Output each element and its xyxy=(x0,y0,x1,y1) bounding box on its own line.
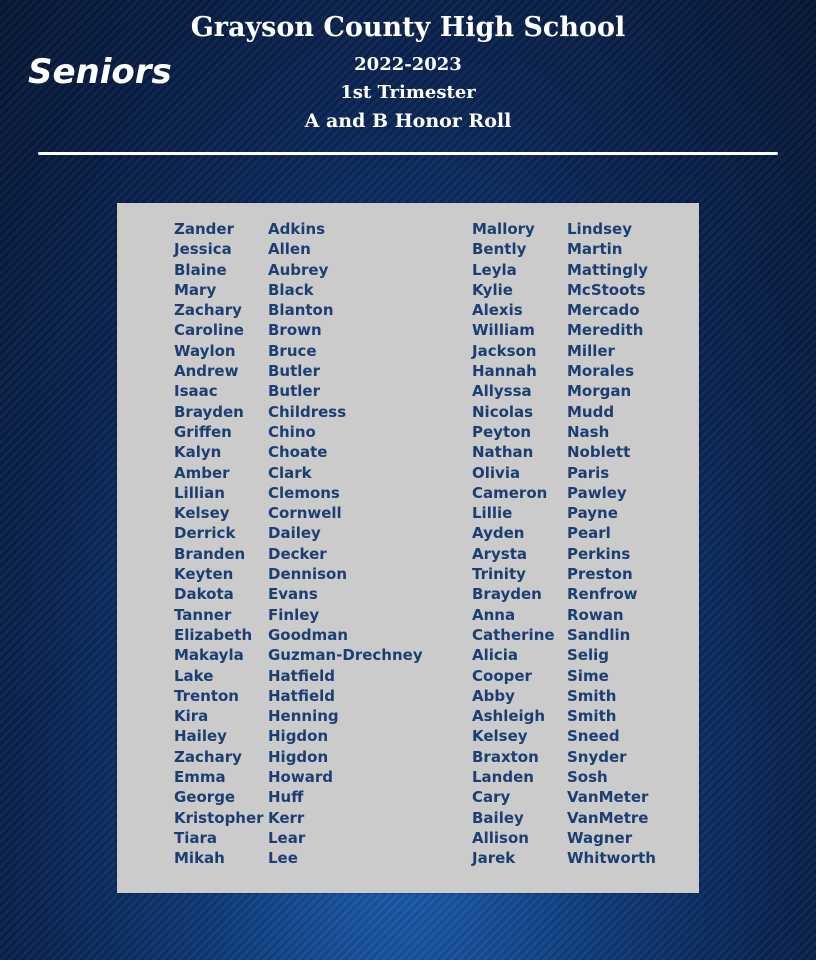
first-name: Isaac xyxy=(174,382,218,401)
first-name: Kira xyxy=(174,707,209,726)
first-name: Jarek xyxy=(472,849,516,868)
last-name: Renfrow xyxy=(567,585,638,604)
first-name: Blaine xyxy=(174,260,227,279)
last-name: VanMetre xyxy=(567,808,649,827)
first-name: Olivia xyxy=(472,463,521,482)
first-name: Landen xyxy=(472,768,534,787)
first-name: Caroline xyxy=(174,321,244,340)
first-name: Mary xyxy=(174,280,217,299)
first-name: Branden xyxy=(174,544,246,563)
first-name: Makayla xyxy=(174,646,244,665)
last-name-column xyxy=(567,219,656,869)
first-name: Derrick xyxy=(174,524,236,543)
first-name: Jessica xyxy=(174,240,232,259)
last-name: Lear xyxy=(268,828,306,847)
first-name: Brayden xyxy=(174,402,244,421)
last-name: Miller xyxy=(567,341,615,360)
last-name: Childress xyxy=(268,402,347,421)
last-name: Selig xyxy=(567,646,609,665)
first-name: Waylon xyxy=(174,341,236,360)
term-label: 1st Trimester xyxy=(340,82,476,103)
class-label: Seniors xyxy=(28,52,172,92)
last-name: Huff xyxy=(268,788,304,807)
first-name: Catherine xyxy=(472,625,555,644)
last-name: Blanton xyxy=(268,301,334,320)
first-name: Trinity xyxy=(472,565,526,584)
first-name: Mikah xyxy=(174,849,225,868)
first-name-column xyxy=(174,219,264,869)
first-name: Allison xyxy=(472,828,529,847)
first-name: Ashleigh xyxy=(472,707,546,726)
last-name: Smith xyxy=(567,686,617,705)
first-name: Arysta xyxy=(472,544,528,563)
first-name-column xyxy=(472,219,555,869)
divider xyxy=(38,152,778,155)
last-name: Sandlin xyxy=(567,625,631,644)
first-name: Zachary xyxy=(174,301,242,320)
last-name: Martin xyxy=(567,240,623,259)
first-name: Kylie xyxy=(472,280,513,299)
last-name: Kerr xyxy=(268,808,305,827)
last-name: Choate xyxy=(268,443,328,462)
last-name: Henning xyxy=(268,707,339,726)
first-name: Allyssa xyxy=(472,382,532,401)
first-name: Kelsey xyxy=(472,727,528,746)
honor-roll-list xyxy=(117,203,699,893)
first-name: Keyten xyxy=(174,565,234,584)
first-name: Hailey xyxy=(174,727,227,746)
first-name: Abby xyxy=(472,686,515,705)
first-name: Dakota xyxy=(174,585,234,604)
last-name-column xyxy=(268,219,423,869)
first-name: Trenton xyxy=(174,686,239,705)
last-name: Mattingly xyxy=(567,260,648,279)
first-name: Amber xyxy=(174,463,230,482)
last-name: Pearl xyxy=(567,524,611,543)
last-name: Hatfield xyxy=(268,666,336,685)
first-name: Leyla xyxy=(472,260,517,279)
last-name: Howard xyxy=(268,768,333,787)
last-name: McStoots xyxy=(567,280,646,299)
last-name: Payne xyxy=(567,504,618,523)
first-name: Zachary xyxy=(174,747,242,766)
last-name: Sneed xyxy=(567,727,620,746)
first-name: Hannah xyxy=(472,362,537,381)
school-title: Grayson County High School xyxy=(190,12,626,43)
first-name: Elizabeth xyxy=(174,625,253,644)
last-name: Meredith xyxy=(567,321,644,340)
first-name: Brayden xyxy=(472,585,542,604)
first-name: Alicia xyxy=(472,646,519,665)
first-name: Cooper xyxy=(472,666,532,685)
last-name: Higdon xyxy=(268,747,329,766)
first-name: Peyton xyxy=(472,422,532,441)
last-name: Paris xyxy=(567,463,610,482)
last-name: Black xyxy=(268,280,314,299)
first-name: Tiara xyxy=(174,828,218,847)
first-name: Cameron xyxy=(472,483,548,502)
last-name: Morales xyxy=(567,362,634,381)
first-name: Kalyn xyxy=(174,443,222,462)
header xyxy=(0,0,816,160)
last-name: Dennison xyxy=(268,565,348,584)
first-name: George xyxy=(174,788,236,807)
first-name: Tanner xyxy=(174,605,232,624)
last-name: Perkins xyxy=(567,544,631,563)
last-name: Pawley xyxy=(567,483,627,502)
honor-roll-label: A and B Honor Roll xyxy=(304,110,512,132)
last-name: Dailey xyxy=(268,524,321,543)
last-name: Clark xyxy=(268,463,312,482)
last-name: Aubrey xyxy=(268,260,329,279)
first-name: Anna xyxy=(472,605,516,624)
first-name: Griffen xyxy=(174,422,232,441)
last-name: Lindsey xyxy=(567,220,632,238)
last-name: Noblett xyxy=(567,443,631,462)
last-name: Sosh xyxy=(567,768,608,787)
last-name: Evans xyxy=(268,585,318,604)
first-name: Alexis xyxy=(472,301,523,320)
first-name: Jackson xyxy=(472,341,537,360)
last-name: Wagner xyxy=(567,828,633,847)
school-year: 2022-2023 xyxy=(354,54,462,75)
last-name: VanMeter xyxy=(567,788,649,807)
first-name: Bently xyxy=(472,240,527,259)
last-name: Nash xyxy=(567,422,610,441)
last-name: Whitworth xyxy=(567,849,656,868)
first-name: Zander xyxy=(174,220,234,238)
first-name: Lillie xyxy=(472,504,513,523)
last-name: Adkins xyxy=(268,220,326,238)
last-name: Finley xyxy=(268,605,320,624)
last-name: Smith xyxy=(567,707,617,726)
last-name: Hatfield xyxy=(268,686,336,705)
first-name: Lake xyxy=(174,666,214,685)
first-name: Lillian xyxy=(174,483,225,502)
last-name: Guzman-Drechney xyxy=(268,646,423,665)
last-name: Sime xyxy=(567,666,609,685)
last-name: Brown xyxy=(268,321,322,340)
first-name: Kristopher xyxy=(174,808,264,827)
first-name: Emma xyxy=(174,768,226,787)
last-name: Bruce xyxy=(268,341,317,360)
last-name: Butler xyxy=(268,382,320,401)
first-name: Kelsey xyxy=(174,504,230,523)
first-name: Cary xyxy=(472,788,511,807)
first-name: Andrew xyxy=(174,362,239,381)
last-name: Decker xyxy=(268,544,327,563)
first-name: Mallory xyxy=(472,220,535,238)
first-name: Braxton xyxy=(472,747,539,766)
last-name: Mudd xyxy=(567,402,615,421)
last-name: Rowan xyxy=(567,605,624,624)
last-name: Butler xyxy=(268,362,320,381)
last-name: Higdon xyxy=(268,727,329,746)
last-name: Goodman xyxy=(268,625,349,644)
last-name: Snyder xyxy=(567,747,627,766)
last-name: Mercado xyxy=(567,301,640,320)
first-name: Nathan xyxy=(472,443,534,462)
last-name: Cornwell xyxy=(268,504,342,523)
first-name: Bailey xyxy=(472,808,524,827)
last-name: Clemons xyxy=(268,483,340,502)
last-name: Allen xyxy=(268,240,311,259)
first-name: Nicolas xyxy=(472,402,534,421)
last-name: Chino xyxy=(268,422,316,441)
last-name: Preston xyxy=(567,565,633,584)
last-name: Morgan xyxy=(567,382,632,401)
first-name: William xyxy=(472,321,535,340)
last-name: Lee xyxy=(268,849,298,868)
first-name: Ayden xyxy=(472,524,525,543)
